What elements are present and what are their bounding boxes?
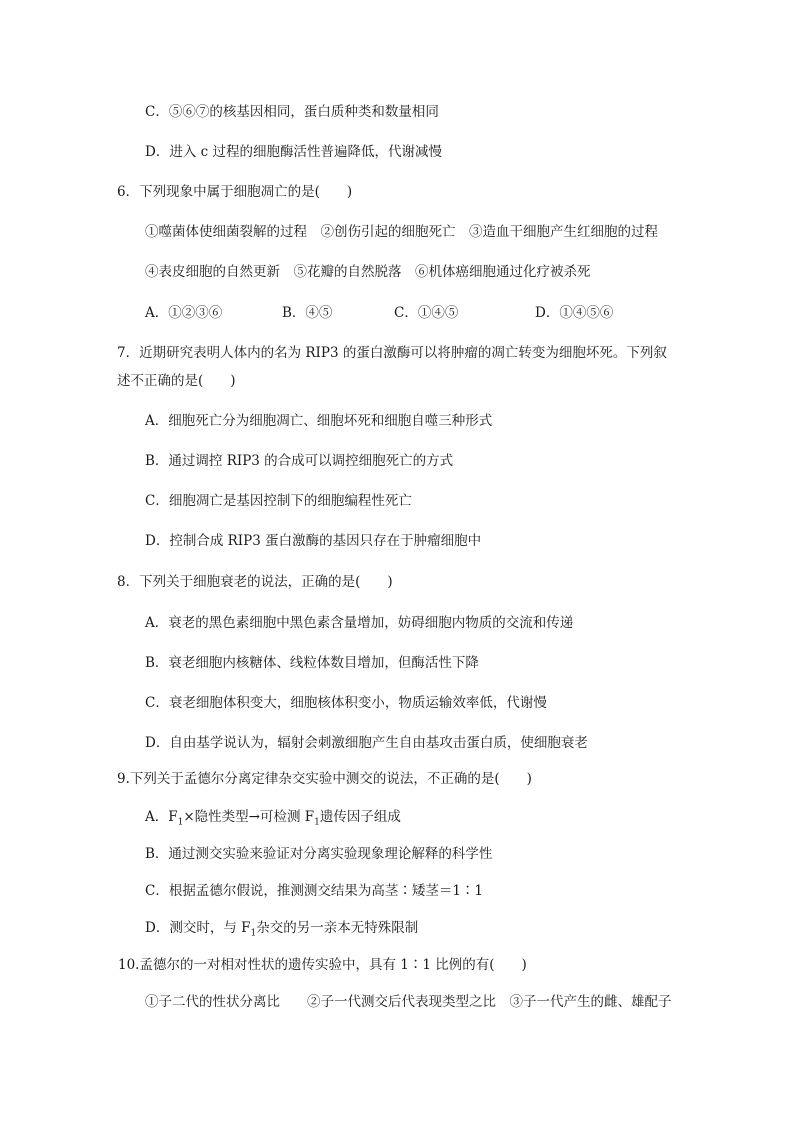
q8-stem: 8．下列关于细胞衰老的说法，正确的是( ) (117, 574, 393, 590)
q6-stem: 6．下列现象中属于细胞凋亡的是( ) (117, 184, 353, 200)
q9-option-a-prefix: A．F (145, 809, 178, 825)
q9-option-a-middle: ×隐性类型→可检测 F (183, 809, 315, 825)
q6-option-d: D．①④⑤⑥ (535, 305, 614, 321)
q7-option-b: B．通过调控 RIP3 的合成可以调控细胞死亡的方式 (145, 453, 454, 469)
q6-option-c: C．①④⑤ (394, 305, 459, 321)
q10-items-line1: ①子二代的性状分离比 ②子一代测交后代表现类型之比 ③子一代产生的雌、雄配子 (145, 994, 672, 1010)
q6-options-row (145, 304, 613, 322)
q9-option-a-subscript-1: 1 (177, 817, 184, 828)
q9-option-d-suffix: 杂交的另一亲本无特殊限制 (256, 920, 419, 936)
q9-option-d (145, 919, 418, 943)
q9-option-a-suffix: 遗传因子组成 (319, 809, 401, 825)
q6-option-b: B．④⑤ (282, 305, 333, 321)
q7-option-c: C．细胞凋亡是基因控制下的细胞编程性死亡 (145, 493, 412, 509)
q7-stem-line2: 述不正确的是( ) (117, 373, 236, 389)
q9-option-c: C．根据孟德尔假说，推测测交结果为高茎∶矮茎＝1∶1 (145, 883, 484, 899)
q10-stem: 10.孟德尔的一对相对性状的遗传实验中，具有 1∶1 比例的有( ) (118, 957, 527, 973)
q7-option-d: D．控制合成 RIP3 蛋白激酶的基因只存在于肿瘤细胞中 (145, 533, 482, 549)
q6-option-a: A．①②③⑥ (145, 305, 223, 321)
q6-items-line2: ④表皮细胞的自然更新 ⑤花瓣的自然脱落 ⑥机体癌细胞通过化疗被杀死 (145, 264, 591, 280)
q9-stem: 9.下列关于孟德尔分离定律杂交实验中测交的说法，不正确的是( ) (117, 771, 532, 787)
q9-option-d-subscript: 1 (250, 928, 257, 939)
q9-option-b: B．通过测交实验来验证对分离实验现象理论解释的科学性 (145, 846, 493, 862)
q7-stem-line1: 7．近期研究表明人体内的名为 RIP3 的蛋白激酶可以将肿瘤的凋亡转变为细胞坏死。下列叙 (117, 345, 667, 361)
q6-items-line1: ①噬菌体使细菌裂解的过程 ②创伤引起的细胞死亡 ③造血干细胞产生红细胞的过程 (145, 224, 658, 240)
q8-option-d: D．自由基学说认为，辐射会刺激细胞产生自由基攻击蛋白质，使细胞衰老 (145, 735, 588, 751)
q9-option-a-subscript-2: 1 (314, 817, 320, 828)
q5-option-c: C．⑤⑥⑦的核基因相同，蛋白质种类和数量相同 (145, 104, 439, 120)
q5-option-d: D．进入 c 过程的细胞酶活性普遍降低，代谢减慢 (145, 144, 442, 160)
q7-option-a: A．细胞死亡分为细胞凋亡、细胞坏死和细胞自噬三种形式 (145, 413, 493, 429)
q8-option-b: B．衰老细胞内核糖体、线粒体数目增加，但酶活性下降 (145, 655, 479, 671)
q8-option-a: A．衰老的黑色素细胞中黑色素含量增加，妨碍细胞内物质的交流和传递 (145, 615, 574, 631)
q8-option-c: C．衰老细胞体积变大，细胞核体积变小，物质运输效率低，代谢慢 (145, 695, 547, 711)
q9-option-a (145, 808, 401, 832)
q9-option-d-prefix: D．测交时，与 F (145, 920, 251, 936)
